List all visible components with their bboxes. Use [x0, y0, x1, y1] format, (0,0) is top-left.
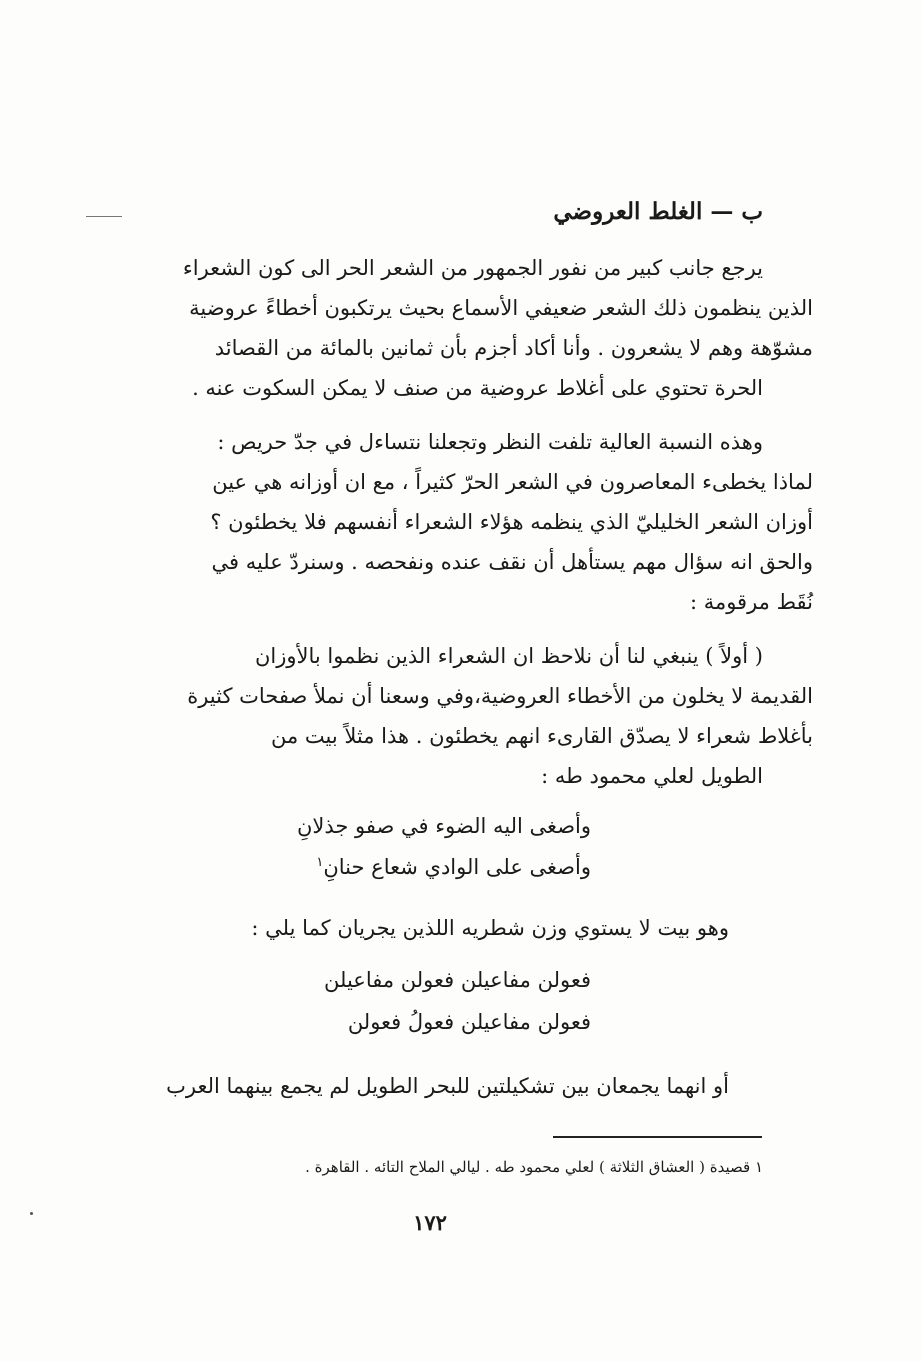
paragraph-1-line-1: يرجع جانب كبير من نفور الجمهور من الشعر الحر الى كون الشعراء: [182, 256, 763, 280]
paragraph-2-line-2: لماذا يخطىء المعاصرون في الشعر الحرّ كثيراً ، مع ان أوزانه هي عين: [212, 470, 813, 494]
paragraph-3-line-2: القديمة لا يخلون من الأخطاء العروضية،وفي وسعنا أن نملأ صفحات كثيرة: [187, 684, 813, 708]
scansion-line-2: فعولن مفاعيلن فعولُ فعولن: [347, 1010, 591, 1034]
page-number: ١٧٢: [413, 1210, 447, 1235]
paragraph-2-line-4: والحق انه سؤال مهم يستأهل أن نقف عنده ونفحصه . وسنردّ عليه في: [211, 550, 813, 574]
section-heading: ب — الغلط العروضي: [553, 198, 763, 225]
margin-mark: [86, 216, 122, 217]
paragraph-1-line-4: الحرة تحتوي على أغلاط عروضية من صنف لا يمكن السكوت عنه .: [192, 376, 763, 400]
footnote-divider: [553, 1136, 762, 1138]
paragraph-3-line-4: الطويل لعلي محمود طه :: [541, 764, 763, 788]
paragraph-4: وهو بيت لا يستوي وزن شطريه اللذين يجريان كما يلي :: [251, 916, 729, 940]
paragraph-5: أو انهما يجمعان بين تشكيلتين للبحر الطويل لم يجمع بينهما العرب: [166, 1074, 729, 1098]
paragraph-2-line-3: أوزان الشعر الخليليّ الذي ينظمه هؤلاء الشعراء أنفسهم فلا يخطئون ؟: [210, 510, 813, 534]
verse-line-2: [316, 856, 591, 878]
paragraph-3-line-1: ( أولاً ) ينبغي لنا أن نلاحظ ان الشعراء الذين نظموا بالأوزان: [255, 644, 763, 668]
scansion-line-1: فعولن مفاعيلن فعولن مفاعيلن: [324, 968, 591, 992]
paragraph-2-line-1: وهذه النسبة العالية تلفت النظر وتجعلنا نتساءل في جدّ حريص :: [217, 430, 763, 454]
footnote-marker: ١: [316, 855, 324, 870]
footnote-text: ١ قصيدة ( العشاق الثلاثة ) لعلي محمود طه . ليالي الملاح التائه . القاهرة .: [305, 1158, 763, 1176]
paragraph-2-line-5: نُقَط مرقومة :: [689, 590, 813, 614]
verse-line-2-text: وأصغى على الوادي شعاع حنانِ: [323, 855, 591, 879]
speck: [30, 1212, 33, 1215]
verse-line-1: وأصغى اليه الضوء في صفو جذلانِ: [296, 814, 591, 838]
paragraph-1-line-2: الذين ينظمون ذلك الشعر ضعيفي الأسماع بحيث يرتكبون أخطاءً عروضية: [189, 296, 813, 320]
paragraph-3-line-3: بأغلاط شعراء لا يصدّق القارىء انهم يخطئون . هذا مثلاً بيت من: [270, 724, 813, 748]
paragraph-1-line-3: مشوّهة وهم لا يشعرون . وأنا أكاد أجزم بأن ثمانين بالمائة من القصائد: [214, 336, 813, 360]
